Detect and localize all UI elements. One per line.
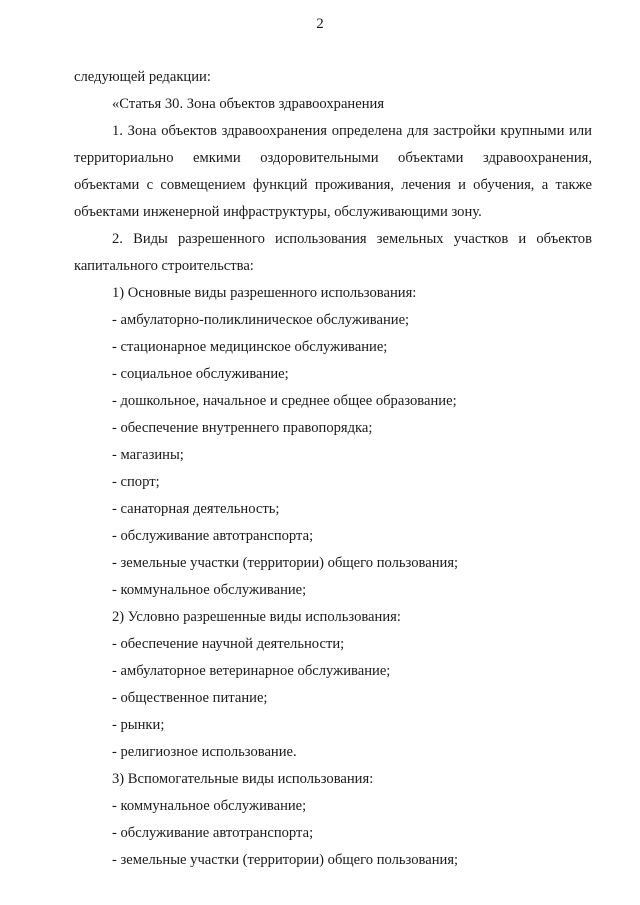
- list-item: - земельные участки (территории) общего пользования;: [112, 555, 459, 571]
- list-item: - обеспечение научной деятельности;: [112, 636, 345, 652]
- section-auxiliary-uses: [74, 766, 592, 874]
- list-item: - спорт;: [112, 474, 160, 490]
- intro-text: следующей редакции:: [74, 69, 211, 85]
- list-item: - обслуживание автотранспорта;: [112, 825, 314, 841]
- list-item: - коммунальное обслуживание;: [112, 798, 307, 814]
- list-item: - амбулаторное ветеринарное обслуживание;: [112, 663, 391, 679]
- section-heading: 2) Условно разрешенные виды использования:: [112, 609, 401, 625]
- list-item: - обслуживание автотранспорта;: [112, 528, 314, 544]
- list-item: - магазины;: [112, 447, 184, 463]
- list-item: - коммунальное обслуживание;: [112, 582, 307, 598]
- document-body: [74, 64, 592, 874]
- list-item: - обеспечение внутреннего правопорядка;: [112, 420, 373, 436]
- list-item: - стационарное медицинское обслуживание;: [112, 339, 388, 355]
- list-item: - амбулаторно-поликлиническое обслуживание;: [112, 312, 410, 328]
- list-item: - общественное питание;: [112, 690, 268, 706]
- clause-2: 2. Виды разрешенного использования земельных участков и объектов капитального строительства:: [74, 231, 592, 274]
- section-conditional-uses: [74, 604, 592, 766]
- section-heading: 1) Основные виды разрешенного использования:: [112, 285, 417, 301]
- list-item: - религиозное использование.: [112, 744, 297, 760]
- list-item: - дошкольное, начальное и среднее общее образование;: [112, 393, 457, 409]
- article-title: «Статья 30. Зона объектов здравоохранения: [112, 96, 385, 112]
- section-heading: 3) Вспомогательные виды использования:: [112, 771, 374, 787]
- page-number: 2: [316, 16, 324, 32]
- clause-1: 1. Зона объектов здравоохранения определена для застройки крупными или территориально емкими оздоровительными объектами здравоохранения, объектами с совмещением функций проживания, лечения и обучения, а также объектами инженерной инфраструктуры, обслуживающими зону.: [74, 123, 592, 220]
- list-item: - социальное обслуживание;: [112, 366, 289, 382]
- list-item: - рынки;: [112, 717, 165, 733]
- list-item: - санаторная деятельность;: [112, 501, 280, 517]
- list-item: - земельные участки (территории) общего пользования;: [112, 852, 459, 868]
- section-main-uses: [74, 280, 592, 604]
